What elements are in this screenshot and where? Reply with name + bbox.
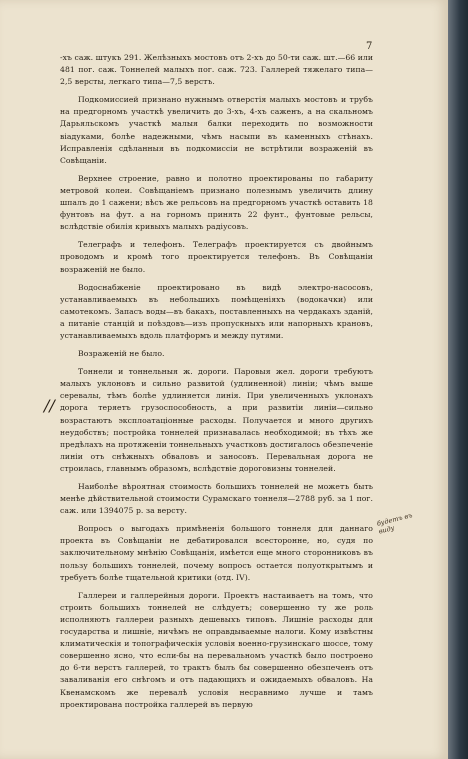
paragraph: Телеграфъ и телефонъ. Телеграфъ проектируется съ двойнымъ проводомъ и кромѣ того проектируется телефонъ. Въ Совѣщаніи возраженій не было. [60,240,373,274]
paragraph: Вопросъ о выгодахъ примѣненія большого тоннеля для даннаго проекта въ Совѣщаніи не дебатировался всесторонне, но, судя по заключительному мнѣнію Совѣщанія, имѣется еще много сторонниковъ въ пользу большихъ тоннелей, почему вопросъ остается полуоткрытымъ и требуетъ болѣе тщательной критики (отд. IV). [60,524,373,582]
paragraph: Возраженій не было. [78,349,165,359]
body-text [60,52,373,717]
paragraph: -хъ сaж. штукъ 291. Желѣзныхъ мостовъ отъ 2-хъ до 50-ти саж. шт.—66 или 481 пог. саж. Тоннелей малыхъ пог. саж. 723. Галлерей тяжелаго типа—2,5 версты, легкаго типа—7,5 верстъ. [60,53,373,87]
page-number: 7 [366,41,373,52]
book-binding [448,0,468,759]
paragraph: Подкомиссией признано нужнымъ отверстія малыхъ мостовъ и трубъ на предгорномъ участкѣ увеличить до 3-хъ, 4-хъ саженъ, а на скальномъ Дарьяльскомъ участкѣ малыя балки переходить по возможности віадуками, болѣе надежными, чѣмъ насыпи въ каменныхъ стѣнахъ. Исправленія сдѣланныя въ подкомиссіи не встрѣтили возраженій въ Совѣщаніи. [60,95,373,165]
paragraph: Галлереи и галлерейныя дороги. Проектъ настаиваетъ на томъ, что строить большихъ тоннелей не слѣдуетъ; совершенно ту же роль исполняютъ галлереи разныхъ дешевыхъ типовъ. Лишніе расходы для государства и лишніе, ничѣмъ не оправдываемые налоги. Кому извѣстны климатическія и топографическія условія военно-грузинскаго шоссе, тому совершенно ясно, что если-бы на перевальномъ участкѣ было построено до 6-ти верстъ галлерей, то трактъ былъ бы совершенно обезпеченъ отъ заваливанія его снѣгомъ и отъ падающихъ и ожидаемыхъ обваловъ. На Квенамскомъ же перевалѣ условія несравнимо лучше и тамъ проектирована постройка галлерей въ первую [60,590,373,709]
handwritten-margin-note: будетъ въ виду [376,511,414,536]
paragraph: Наиболѣе вѣроятная стоимость большихъ тоннелей не можетъ быть менѣе дѣйствительной стоимости Сурамскаго тоннеля—2788 руб. за 1 пог. саж. или 1394075 р. за версту. [60,482,373,516]
paragraph: Верхнее строение, равно и полотно проектированы по габариту метровой колеи. Совѣщаніемъ признано полезнымъ увеличить длину шпалъ до 1 сажени; вѣсъ же рельсовъ на предгорномъ участкѣ оставить 18 фунтовъ на фут. а на горномъ принять 22 фунт., фунтовые рельсы, вслѣдствіе обилія кривыхъ малыхъ радіусовъ. [60,173,373,232]
paragraph: Тоннели и тоннельныя ж. дороги. Паровыя жел. дороги требуютъ малыхъ уклоновъ и сильно развитой (удлиненной) линіи; чѣмъ выше серевалы, тѣмъ болѣе удлиняется линія. При увеличенныхъ уклонахъ дорога теряетъ грузоспособность, а при развитіи линіи—сильно возрастаютъ эксплоатаціонные расходы. Получается и много другихъ неудобствъ; постройка тоннелей признавалась необходимой; въ тѣхъ же предѣлахъ на протяженіи тоннельныхъ участковъ достигалось обезпеченіе линіи отъ снѣжныхъ обваловъ и заносовъ. Перевальная дорога не строилась, главнымъ образомъ, вслѣдствіе дороговизны тоннелей. [60,367,373,473]
paragraph: Водоснабженіе проектировано въ видѣ электро-насосовъ, устанавливаемыхъ въ небольшихъ помѣщеніяхъ (водокачки) или самотекомъ. Запасъ воды—въ бакахъ, поставленныхъ на чердакахъ зданій, а питаніе станцій и поѣздовъ—изъ пропускныхъ или напорныхъ крановъ, устанавливаемыхъ вдоль платформъ и между путями. [60,282,373,340]
margin-mark: // [44,396,55,415]
